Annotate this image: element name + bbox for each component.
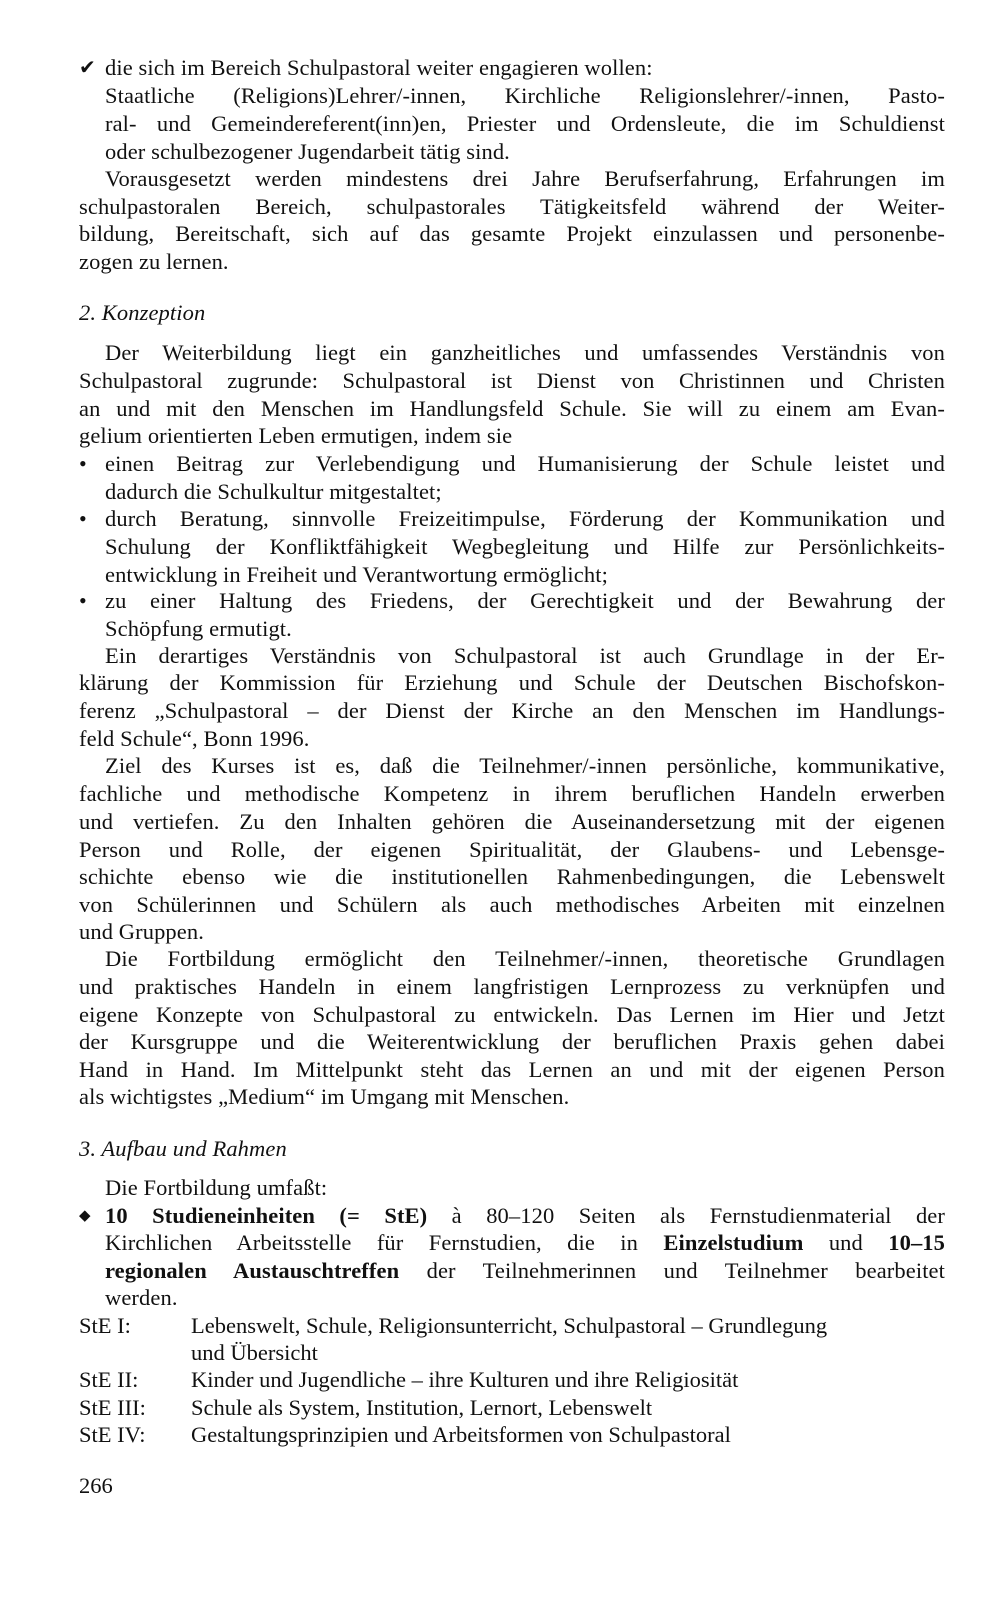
bold-text: Einzelstudium — [663, 1230, 804, 1255]
text-line: Die Fortbildung ermöglicht den Teilnehmer/-innen, theoretische Grundlagen — [105, 946, 945, 971]
text-line: Der Weiterbildung liegt ein ganzheitliches und umfassendes Verständnis von — [105, 340, 945, 365]
text-line: oder schulbezogener Jugendarbeit tätig sind. — [105, 139, 510, 164]
text-line: Ein derartiges Verständnis von Schulpastoral ist auch Grundlage in der Er- — [105, 643, 945, 668]
text-line: als wichtigstes „Medium“ im Umgang mit Menschen. — [79, 1084, 570, 1109]
text-span: à 80–120 Seiten als Fernstudienmaterial der — [427, 1203, 945, 1228]
bold-text: 10 Studieneinheiten (= StE) — [105, 1203, 428, 1228]
unit-label: StE IV: — [79, 1422, 146, 1447]
text-line: die sich im Bereich Schulpastoral weiter engagieren wollen: — [105, 55, 653, 80]
text-line: an und mit den Menschen im Handlungsfeld Schule. Sie will zu einem am Evan- — [79, 396, 945, 421]
page-number: 266 — [79, 1473, 113, 1498]
list-item-line: zu einer Haltung des Friedens, der Gerechtigkeit und der Bewahrung der — [105, 588, 945, 613]
list-item-line — [105, 1202, 945, 1230]
list-item-line — [105, 1257, 945, 1285]
text-line: schulpastoralen Bereich, schulpastorales Tätigkeitsfeld während der Weiter- — [79, 194, 945, 219]
unit-title: und Übersicht — [191, 1340, 318, 1365]
unit-title: Schule als System, Institution, Lernort, Lebenswelt — [191, 1395, 653, 1420]
text-line: bildung, Bereitschaft, sich auf das gesamte Projekt einzulassen und personenbe- — [79, 221, 945, 246]
list-item-line: Schöpfung ermutigt. — [105, 616, 292, 641]
list-item-line — [105, 1229, 945, 1257]
unit-title: Gestaltungsprinzipien und Arbeitsformen von Schulpastoral — [191, 1422, 731, 1447]
text-line: fachliche und methodische Kompetenz in ihrem beruflichen Handeln erwerben — [79, 781, 945, 806]
text-line: zogen zu lernen. — [79, 249, 229, 274]
text-span: Kirchlichen Arbeitsstelle für Fernstudien, die in — [105, 1230, 664, 1255]
text-line: gelium orientierten Leben ermutigen, indem sie — [79, 423, 513, 448]
list-item-line: durch Beratung, sinnvolle Freizeitimpulse, Förderung der Kommunikation und — [105, 506, 945, 531]
text-line: und Gruppen. — [79, 919, 204, 944]
list-item-line: werden. — [105, 1285, 178, 1310]
text-line: schichte ebenso wie die institutionellen Rahmenbedingungen, die Lebenswelt — [79, 864, 945, 889]
text-line: ral- und Gemeindereferent(inn)en, Priester und Ordensleute, die im Schuldienst — [105, 111, 945, 136]
bullet-icon: • — [79, 506, 87, 531]
text-line: und vertiefen. Zu den Inhalten gehören die Auseinandersetzung mit der eigenen — [79, 809, 945, 834]
unit-title: Lebenswelt, Schule, Religionsunterricht, Schulpastoral – Grundlegung — [191, 1313, 828, 1338]
bullet-icon: • — [79, 451, 87, 476]
bullet-icon: • — [79, 588, 87, 613]
bold-text: regionalen Austauschtreffen — [105, 1258, 400, 1283]
list-item-line: einen Beitrag zur Verlebendigung und Humanisierung der Schule leistet und — [105, 451, 945, 476]
unit-label: StE II: — [79, 1367, 139, 1392]
unit-label: StE III: — [79, 1395, 146, 1420]
section-heading: 3. Aufbau und Rahmen — [79, 1136, 287, 1161]
text-line: Schulpastoral zugrunde: Schulpastoral ist Dienst von Christinnen und Christen — [79, 368, 945, 393]
text-line: und praktisches Handeln in einem langfristigen Lernprozess zu verknüpfen und — [79, 974, 945, 999]
list-item-line: entwicklung in Freiheit und Verantwortung ermöglicht; — [105, 562, 608, 587]
text-line: Ziel des Kurses ist es, daß die Teilnehmer/-innen persönliche, kommunikative, — [105, 753, 945, 778]
diamond-bullet-icon: ◆ — [79, 1208, 91, 1224]
text-line: eigene Konzepte von Schulpastoral zu entwickeln. Das Lernen im Hier und Jetzt — [79, 1002, 945, 1027]
list-item-line: Schulung der Konfliktfähigkeit Wegbegleitung und Hilfe zur Persönlichkeits- — [105, 534, 945, 559]
text-line: Staatliche (Religions)Lehrer/-innen, Kirchliche Religionslehrer/-innen, Pasto- — [105, 83, 945, 108]
text-line: Hand in Hand. Im Mittelpunkt steht das Lernen an und mit der eigenen Person — [79, 1057, 945, 1082]
unit-label: StE I: — [79, 1313, 131, 1338]
unit-title: Kinder und Jugendliche – ihre Kulturen und ihre Religiosität — [191, 1367, 739, 1392]
bold-text: 10–15 — [888, 1230, 945, 1255]
text-line: feld Schule“, Bonn 1996. — [79, 726, 310, 751]
text-line: Vorausgesetzt werden mindestens drei Jahre Berufserfahrung, Erfahrungen im — [105, 166, 945, 191]
text-span: und — [803, 1230, 889, 1255]
list-item-line: dadurch die Schulkultur mitgestaltet; — [105, 479, 442, 504]
text-line: Person und Rolle, der eigenen Spiritualität, der Glaubens- und Lebensge- — [79, 837, 945, 862]
text-line: Die Fortbildung umfaßt: — [105, 1175, 328, 1200]
checkmark-icon: ✔ — [79, 57, 96, 79]
section-heading: 2. Konzeption — [79, 300, 206, 325]
text-line: klärung der Kommission für Erziehung und Schule der Deutschen Bischofskon- — [79, 670, 945, 695]
text-line: der Kursgruppe und die Weiterentwicklung der beruflichen Praxis gehen dabei — [79, 1029, 945, 1054]
text-span: der Teilnehmerinnen und Teilnehmer bearbeitet — [399, 1258, 945, 1283]
text-line: ferenz „Schulpastoral – der Dienst der Kirche an den Menschen im Handlungs- — [79, 698, 945, 723]
text-line: von Schülerinnen und Schülern als auch methodisches Arbeiten mit einzelnen — [79, 892, 945, 917]
